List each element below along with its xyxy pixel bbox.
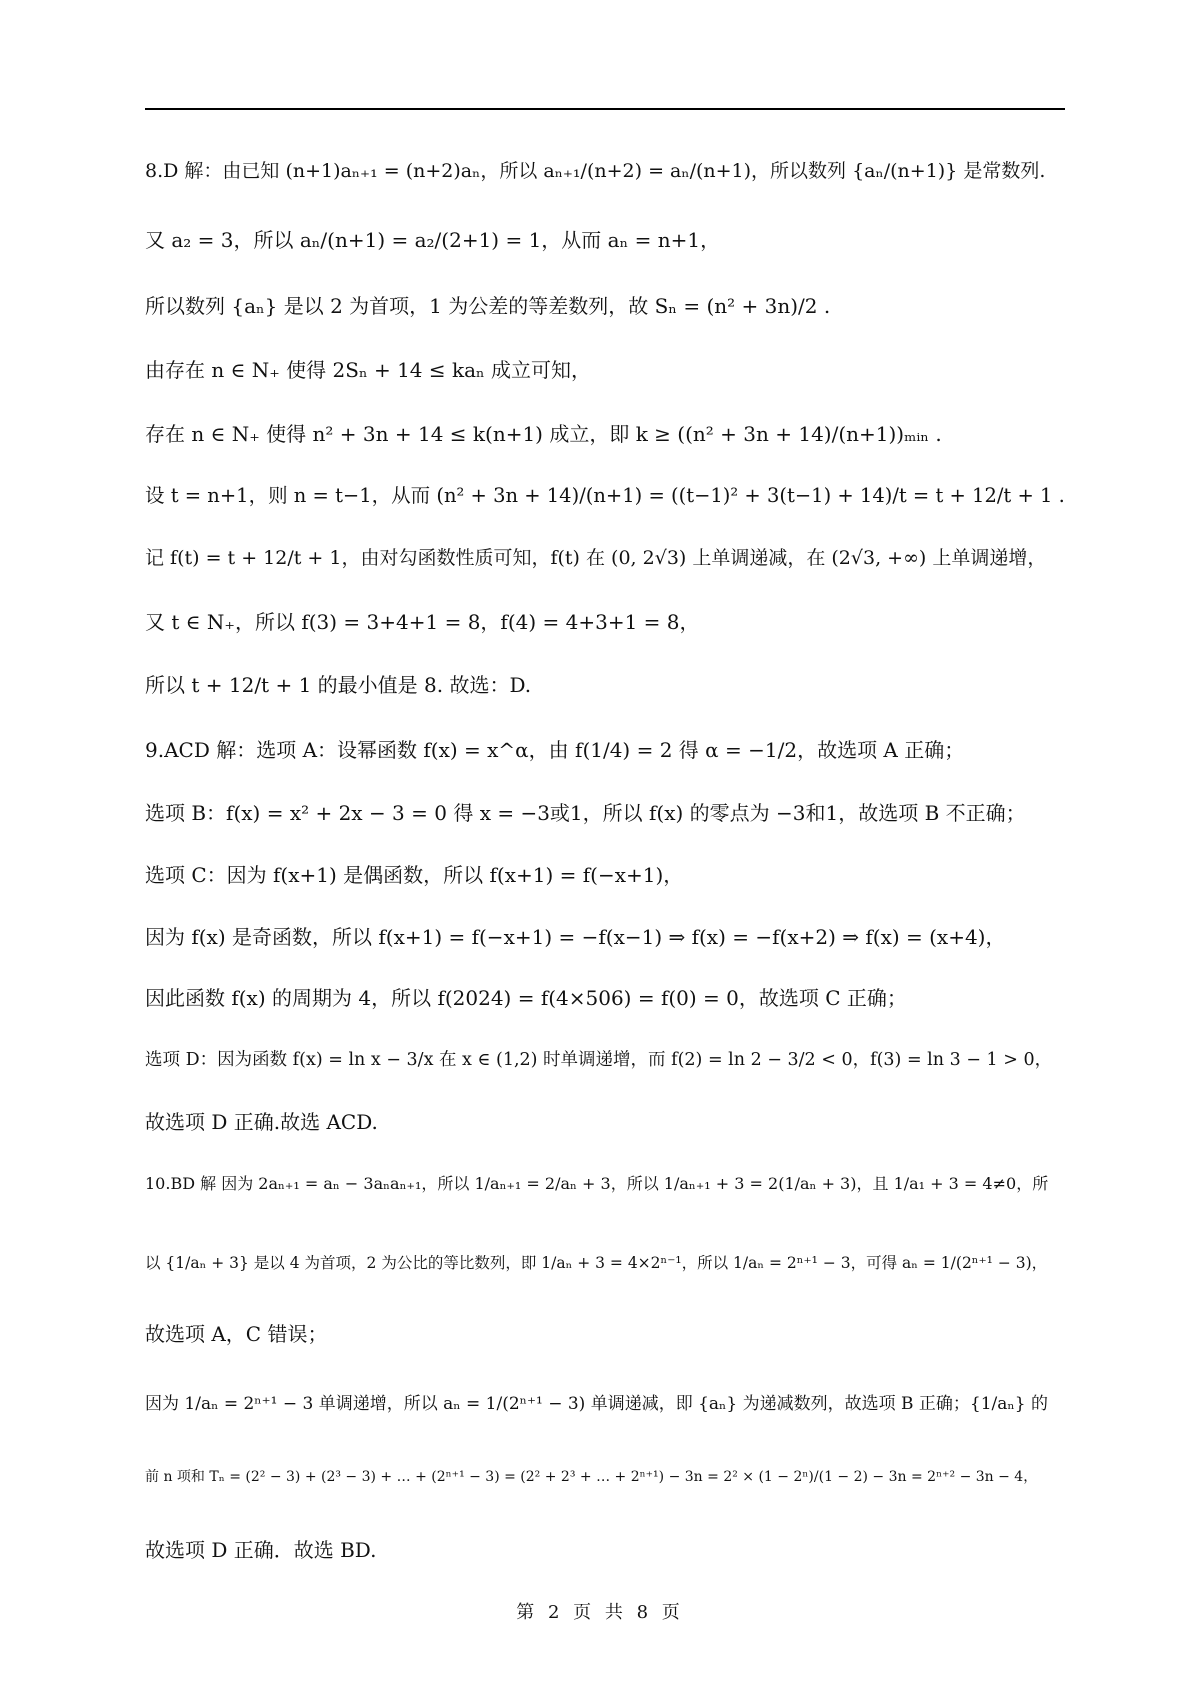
text-line: 所以 t + 12/t + 1 的最小值是 8. 故选：D. [145,673,532,697]
text-line: 故选项 D 正确．故选 BD. [145,1538,377,1562]
text-line: 又 t ∈ N₊，所以 f(3) = 3+4+1 = 8，f(4) = 4+3+1 = 8， [145,610,700,634]
text-line: 因为 1/aₙ = 2ⁿ⁺¹ − 3 单调递增，所以 aₙ = 1/(2ⁿ⁺¹ − 3) 单调递减，即 {aₙ} 为递减数列，故选项 B 正确；{1/aₙ} 的 [145,1394,1048,1414]
text-line: 前 n 项和 Tₙ = (2² − 3) + (2³ − 3) + … + (2ⁿ⁺¹ − 3) = (2² + 2³ + … + 2ⁿ⁺¹) − 3n = 2² × (1 − 2ⁿ)/(1 − 2) − 3n = 2ⁿ⁺² − 3n − 4， [145,1469,1038,1485]
text-line: 存在 n ∈ N₊ 使得 n² + 3n + 14 ≤ k(n+1) 成立，即 k ≥ ((n² + 3n + 14)/(n+1))ₘᵢₙ . [145,422,942,446]
text-line: 记 f(t) = t + 12/t + 1，由对勾函数性质可知，f(t) 在 (0, 2√3) 上单调递减，在 (2√3, +∞) 上单调递增， [145,547,1047,569]
text-line: 又 a₂ = 3，所以 aₙ/(n+1) = a₂/(2+1) = 1，从而 aₙ = n+1， [145,228,721,252]
text-line: 由存在 n ∈ N₊ 使得 2Sₙ + 14 ≤ kaₙ 成立可知， [145,358,592,382]
text-line: 因此函数 f(x) 的周期为 4，所以 f(2024) = f(4×506) = f(0) = 0，故选项 C 正确； [145,986,907,1010]
header-rule [145,108,1065,110]
text-line: 所以数列 {aₙ} 是以 2 为首项，1 为公差的等差数列，故 Sₙ = (n² + 3n)/2 . [145,294,831,318]
text-line: 故选项 D 正确.故选 ACD. [145,1110,378,1134]
text-line: 选项 B：f(x) = x² + 2x − 3 = 0 得 x = −3或1，所以 f(x) 的零点为 −3和1，故选项 B 不正确； [145,801,1026,825]
text-line: 以 {1/aₙ + 3} 是以 4 为首项，2 为公比的等比数列，即 1/aₙ + 3 = 4×2ⁿ⁻¹，所以 1/aₙ = 2ⁿ⁺¹ − 3，可得 aₙ = 1/(2ⁿ⁺¹ − 3)， [145,1254,1048,1272]
text-line: 选项 C：因为 f(x+1) 是偶函数，所以 f(x+1) = f(−x+1)， [145,863,684,887]
text-line: 10.BD 解 因为 2aₙ₊₁ = aₙ − 3aₙaₙ₊₁，所以 1/aₙ₊₁ = 2/aₙ + 3，所以 1/aₙ₊₁ + 3 = 2(1/aₙ + 3)，且 1/a₁ + 3 = 4≠0，所 [145,1174,1049,1193]
text-line: 设 t = n+1，则 n = t−1，从而 (n² + 3n + 14)/(n+1) = ((t−1)² + 3(t−1) + 14)/t = t + 12/t + 1 . [145,484,1065,507]
page-footer: 第 2 页 共 8 页 [516,1602,684,1623]
text-line: 8.D 解：由已知 (n+1)aₙ₊₁ = (n+2)aₙ，所以 aₙ₊₁/(n+2) = aₙ/(n+1)，所以数列 {aₙ/(n+1)} 是常数列. [145,160,1046,182]
text-line: 9.ACD 解：选项 A：设幂函数 f(x) = x^α，由 f(1/4) = 2 得 α = −1/2，故选项 A 正确； [145,738,965,762]
text-line: 选项 D：因为函数 f(x) = ln x − 3/x 在 x ∈ (1,2) 时单调递增，而 f(2) = ln 2 − 3/2 < 0，f(3) = ln 3 − 1 > 0， [145,1050,1053,1070]
text-line: 故选项 A，C 错误； [145,1322,328,1346]
text-line: 因为 f(x) 是奇函数，所以 f(x+1) = f(−x+1) = −f(x−1) ⇒ f(x) = −f(x+2) ⇒ f(x) = (x+4)， [145,925,1006,949]
